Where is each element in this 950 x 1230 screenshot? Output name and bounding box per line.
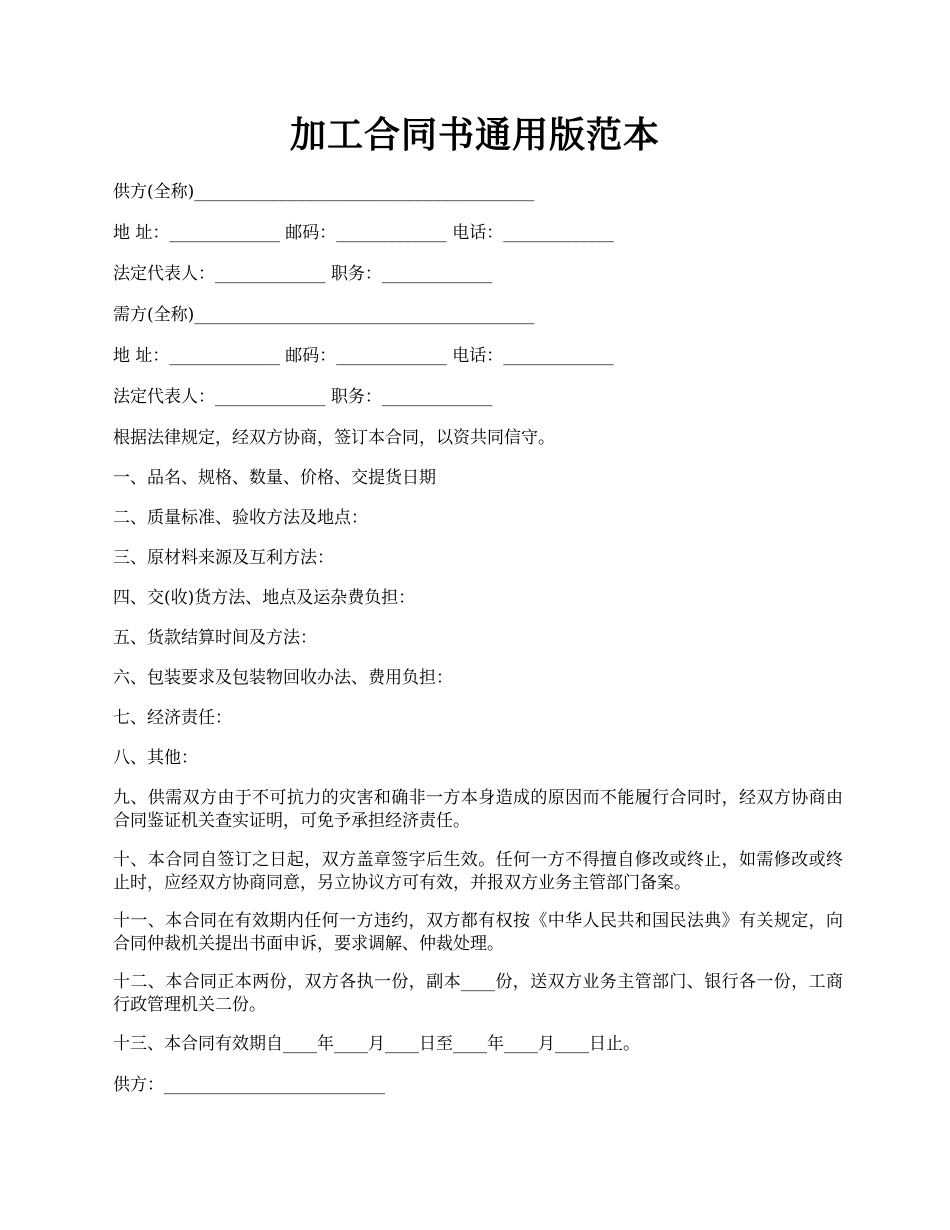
clause-5: 五、货款结算时间及方法： [113, 628, 317, 648]
clause-10: 十、本合同自签订之日起，双方盖章签字后生效。任何一方不得擅自修改或终止，如需修改或终止时，应经双方协商同意，另立协议方可有效，并报双方业务主管部门备案。 [113, 850, 843, 893]
buyer-address-line: 地 址：_____________ 邮码：_____________ 电话：_____________ [113, 346, 614, 366]
clause-4: 四、交(收)货方法、地点及运杂费负担： [113, 588, 416, 608]
buyer-name-line: 需方(全称)________________________________________ [113, 305, 535, 325]
clause-6: 六、包装要求及包装物回收办法、费用负担： [113, 668, 453, 688]
preamble-text: 根据法律规定，经双方协商，签订本合同，以资共同信守。 [113, 428, 555, 448]
clause-9: 九、供需双方由于不可抗力的灾害和确非一方本身造成的原因而不能履行合同时，经双方协商由合同鉴证机关查实证明，可免予承担经济责任。 [113, 788, 843, 831]
clause-1: 一、品名、规格、数量、价格、交提货日期 [113, 468, 436, 488]
clause-8: 八、其他： [113, 748, 198, 768]
clause-7: 七、经济责任： [113, 708, 232, 728]
clause-12: 十二、本合同正本两份，双方各执一份，副本____份，送双方业务主管部门、银行各一份，工商行政管理机关二份。 [113, 972, 843, 1015]
supplier-name-line: 供方(全称)________________________________________ [113, 182, 535, 202]
supplier-address-line: 地 址：_____________ 邮码：_____________ 电话：_____________ [113, 223, 614, 243]
buyer-representative-line: 法定代表人：_____________ 职务：_____________ [113, 387, 493, 407]
document-title: 加工合同书通用版范本 [289, 114, 660, 156]
clause-11: 十一、本合同在有效期内任何一方违约，双方都有权按《中华人民共和国民法典》有关规定，向合同仲裁机关提出书面申诉，要求调解、仲裁处理。 [113, 911, 843, 954]
clause-13: 十三、本合同有效期自____年____月____日至____年____月____日止。 [113, 1034, 640, 1054]
clause-3: 三、原材料来源及互利方法： [113, 548, 334, 568]
supplier-signature-line: 供方：__________________________ [113, 1075, 385, 1095]
supplier-representative-line: 法定代表人：_____________ 职务：_____________ [113, 264, 493, 284]
clause-2: 二、质量标准、验收方法及地点： [113, 508, 368, 528]
